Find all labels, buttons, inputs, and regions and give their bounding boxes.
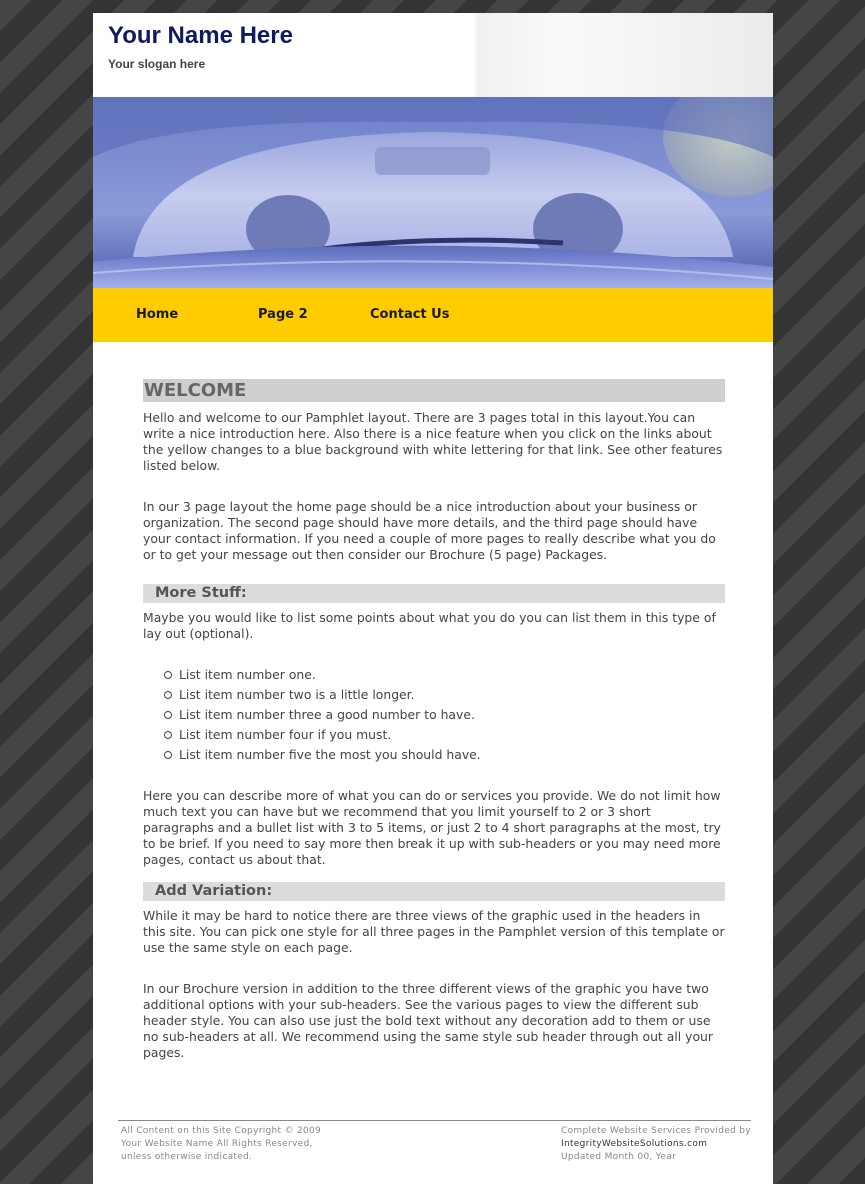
site-header [93, 13, 773, 97]
site-slogan: Your slogan here [108, 57, 206, 71]
home-paragraph: In our 3 page layout the home page should be a nice introduction about your business or organization. The second page should have more details, and the third page should have your contact information. If you need a couple of more pages to really describe what you do or to get your message out then consider our Brochure (5 page) Packages. [143, 499, 716, 562]
bullet-icon [164, 711, 172, 719]
site-name: Your Name Here [108, 22, 293, 49]
variation-paragraph: While it may be hard to notice there are three views of the graphic used in the headers in this site. You can pick one style for all three pages in the Pamphlet version of this template or use the same style on each page. [143, 908, 725, 955]
car-windshield-image [93, 97, 773, 288]
nav-page-2[interactable]: Page 2 [258, 307, 308, 322]
variation-heading: Add Variation: [143, 882, 725, 901]
list-item: List item number two is a little longer. [143, 685, 725, 705]
list-item: List item number one. [143, 665, 725, 685]
bullet-icon [164, 731, 172, 739]
list-item: List item number five the most you should have. [143, 745, 725, 765]
bullet-icon [164, 671, 172, 679]
bullet-icon [164, 751, 172, 759]
nav-contact-us[interactable]: Contact Us [370, 307, 450, 322]
list-item: List item number four if you must. [143, 725, 725, 745]
footer-copyright: All Content on this Site Copyright © 2009 Your Website Name All Rights Reserved, unless otherwise indicated. [121, 1126, 322, 1162]
page-container [93, 13, 773, 1184]
footer-divider [118, 1120, 751, 1121]
brochure-paragraph: In our Brochure version in addition to the three different views of the graphic you have two additional options with your sub-headers. See the various pages to view the different sub header style. You can also use just the bold text without any decoration add to them or use no sub-headers at all. We recommend using the same style sub header through out all your pages. [143, 981, 713, 1060]
footer-credits: Complete Website Services Provided by IntegrityWebsiteSolutions.com Updated Month 00, Year [561, 1126, 751, 1162]
main-nav [93, 288, 773, 342]
banner-image [93, 97, 773, 288]
more-stuff-paragraph: Maybe you would like to list some points about what you do you can list them in this type of lay out (optional). [143, 610, 716, 641]
services-paragraph: Here you can describe more of what you can do or services you provide. We do not limit how much text you can have but we recommend that you limit yourself to 2 or 3 short paragraphs and a bullet list with 3 to 5 items, or just 2 to 4 short paragraphs at the most, try to be brief. If you need to say more then break it up with sub-headers or you may need more pages, contact us about that. [143, 788, 721, 867]
intro-paragraph: Hello and welcome to our Pamphlet layout. There are 3 pages total in this layout.You can write a nice introduction here. Also there is a nice feature when you click on the links about the yellow changes to a blue background with white lettering for that link. See other features listed below. [143, 410, 723, 473]
bullet-icon [164, 691, 172, 699]
nav-home[interactable]: Home [136, 307, 179, 322]
list-item: List item number three a good number to have. [143, 705, 725, 725]
credits-link[interactable]: IntegrityWebsiteSolutions.com [561, 1139, 708, 1149]
welcome-heading: WELCOME [143, 379, 725, 402]
main-content [143, 379, 725, 1061]
more-stuff-heading: More Stuff: [143, 584, 725, 603]
feature-list [143, 665, 725, 765]
